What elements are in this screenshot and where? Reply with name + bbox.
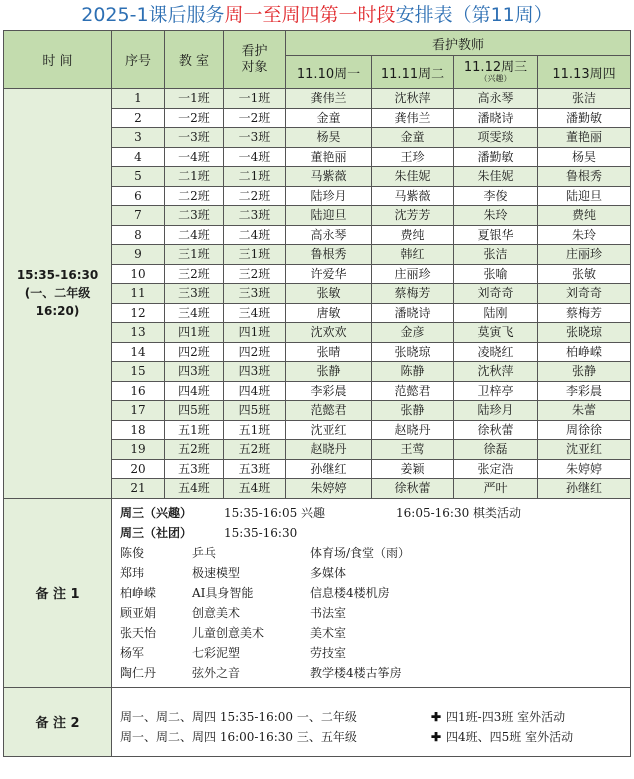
header-wed-note: （兴趣）: [479, 74, 512, 83]
club-line: [120, 543, 622, 563]
teacher-thu: 柏峥嵘: [538, 342, 631, 362]
notes2-line1: 周一、周二、周四 15:35-16:00 一、二年级 ✚ 四1班-四3班 室外活动: [120, 709, 566, 724]
row-target: 三4班: [224, 303, 286, 323]
row-target: 一3班: [224, 128, 286, 148]
teacher-thu: 张洁: [538, 89, 631, 109]
teacher-tue: 金彦: [372, 323, 454, 343]
row-number: 5: [112, 167, 165, 187]
row-number: 15: [112, 362, 165, 382]
club-line: [120, 643, 622, 663]
club-teacher: 柏峥嵘: [120, 585, 157, 600]
teacher-mon: 董艳丽: [286, 147, 372, 167]
teacher-wed: 李俊: [454, 186, 538, 206]
row-classroom: 一1班: [165, 89, 224, 109]
row-classroom: 二3班: [165, 206, 224, 226]
row-classroom: 二4班: [165, 225, 224, 245]
row-number: 3: [112, 128, 165, 148]
notes1-content: [112, 498, 631, 687]
teacher-mon: 唐敏: [286, 303, 372, 323]
teacher-thu: 张静: [538, 362, 631, 382]
teacher-thu: 费纯: [538, 206, 631, 226]
club-name: 乒乓: [192, 545, 217, 560]
row-number: 6: [112, 186, 165, 206]
row-classroom: 一4班: [165, 147, 224, 167]
time-line2: (一、二年级: [24, 286, 91, 301]
header-date-mon: 11.10周一: [286, 56, 372, 89]
row-target: 五3班: [224, 459, 286, 479]
row-target: 一1班: [224, 89, 286, 109]
header-number: 序号: [112, 31, 165, 89]
row-number: 19: [112, 440, 165, 460]
header-target: 看护对象: [224, 31, 286, 89]
teacher-thu: 蔡梅芳: [538, 303, 631, 323]
teacher-thu: 鲁根秀: [538, 167, 631, 187]
teacher-wed: 徐磊: [454, 440, 538, 460]
teacher-tue: 金童: [372, 128, 454, 148]
teacher-thu: 董艳丽: [538, 128, 631, 148]
teacher-thu: 朱蕾: [538, 401, 631, 421]
row-classroom: 三1班: [165, 245, 224, 265]
notes2-line2: 周一、周二、周四 16:00-16:30 三、五年级 ✚ 四4班、四5班 室外活动: [120, 729, 574, 744]
club-teacher: 陶仁丹: [120, 665, 157, 680]
header-date-wed: 11.12周三 （兴趣）: [454, 56, 538, 89]
teacher-mon: 朱婷婷: [286, 479, 372, 499]
header-date-tue: 11.11周二: [372, 56, 454, 89]
row-number: 14: [112, 342, 165, 362]
row-classroom: 五4班: [165, 479, 224, 499]
club-teacher: 张天怡: [120, 625, 157, 640]
row-classroom: 五3班: [165, 459, 224, 479]
row-classroom: 四5班: [165, 401, 224, 421]
title-highlight: 周一至周四第一时段: [224, 4, 396, 26]
time-line1: 15:35-16:30: [16, 268, 99, 283]
row-target: 四5班: [224, 401, 286, 421]
teacher-mon: 陆珍月: [286, 186, 372, 206]
teacher-wed: 高永琴: [454, 89, 538, 109]
teacher-mon: 沈亚红: [286, 420, 372, 440]
club-location: 体育场/食堂（雨）: [310, 545, 411, 560]
teacher-wed: 张喻: [454, 264, 538, 284]
time-line3: 16:20): [35, 304, 80, 319]
club-name: 儿童创意美术: [192, 625, 265, 640]
row-classroom: 五1班: [165, 420, 224, 440]
teacher-wed: 沈秋萍: [454, 362, 538, 382]
club-location: 信息楼4楼机房: [310, 585, 390, 600]
teacher-wed: 严叶: [454, 479, 538, 499]
teacher-thu: 潘勤敏: [538, 108, 631, 128]
club-line: [120, 663, 622, 683]
club-name: 创意美术: [192, 605, 241, 620]
row-target: 二1班: [224, 167, 286, 187]
teacher-mon: 鲁根秀: [286, 245, 372, 265]
row-target: 一4班: [224, 147, 286, 167]
teacher-tue: 徐秋蕾: [372, 479, 454, 499]
title-part3: 安排表（第11周）: [395, 4, 553, 26]
row-classroom: 三2班: [165, 264, 224, 284]
row-classroom: 四3班: [165, 362, 224, 382]
teacher-mon: 赵晓丹: [286, 440, 372, 460]
teacher-wed: 潘晓诗: [454, 108, 538, 128]
teacher-thu: 沈亚红: [538, 440, 631, 460]
row-classroom: 三4班: [165, 303, 224, 323]
club-line: [120, 563, 622, 583]
row-target: 四4班: [224, 381, 286, 401]
title-part1: 2025-1课后服务: [81, 4, 225, 26]
teacher-tue: 沈秋萍: [372, 89, 454, 109]
teacher-mon: 龚伟兰: [286, 89, 372, 109]
row-number: 7: [112, 206, 165, 226]
teacher-tue: 龚伟兰: [372, 108, 454, 128]
teacher-tue: 庄丽珍: [372, 264, 454, 284]
row-target: 三3班: [224, 284, 286, 304]
teacher-wed: 陆刚: [454, 303, 538, 323]
row-number: 18: [112, 420, 165, 440]
teacher-wed: 张洁: [454, 245, 538, 265]
row-number: 9: [112, 245, 165, 265]
teacher-thu: 朱婷婷: [538, 459, 631, 479]
teacher-wed: 潘勤敏: [454, 147, 538, 167]
club-teacher: 陈俊: [120, 545, 145, 560]
club-location: 美术室: [310, 625, 347, 640]
teacher-thu: 杨昊: [538, 147, 631, 167]
teacher-tue: 沈芳芳: [372, 206, 454, 226]
club-teacher: 顾亚娟: [120, 605, 157, 620]
teacher-wed: 夏银华: [454, 225, 538, 245]
row-classroom: 一3班: [165, 128, 224, 148]
teacher-thu: 朱玲: [538, 225, 631, 245]
row-target: 二4班: [224, 225, 286, 245]
row-target: 四3班: [224, 362, 286, 382]
teacher-thu: 张敏: [538, 264, 631, 284]
teacher-tue: 潘晓诗: [372, 303, 454, 323]
club-location: 多媒体: [310, 565, 347, 580]
row-target: 四2班: [224, 342, 286, 362]
club-name: 极速模型: [192, 565, 241, 580]
teacher-mon: 沈欢欢: [286, 323, 372, 343]
row-number: 11: [112, 284, 165, 304]
club-name: AI具身智能: [192, 585, 254, 600]
notes1-label: 备 注 1: [4, 498, 112, 687]
teacher-tue: 朱佳妮: [372, 167, 454, 187]
row-target: 三2班: [224, 264, 286, 284]
teacher-thu: 庄丽珍: [538, 245, 631, 265]
row-number: 8: [112, 225, 165, 245]
teacher-mon: 张静: [286, 362, 372, 382]
row-number: 12: [112, 303, 165, 323]
row-classroom: 四4班: [165, 381, 224, 401]
notes2-content: [112, 687, 631, 756]
row-target: 五1班: [224, 420, 286, 440]
row-classroom: 二1班: [165, 167, 224, 187]
row-target: 一2班: [224, 108, 286, 128]
teacher-wed: 凌晓红: [454, 342, 538, 362]
row-number: 4: [112, 147, 165, 167]
row-classroom: 四2班: [165, 342, 224, 362]
teacher-tue: 赵晓丹: [372, 420, 454, 440]
teacher-mon: 高永琴: [286, 225, 372, 245]
row-classroom: 四1班: [165, 323, 224, 343]
teacher-thu: 陆迎旦: [538, 186, 631, 206]
row-classroom: 三3班: [165, 284, 224, 304]
teacher-tue: 王珍: [372, 147, 454, 167]
row-target: 五2班: [224, 440, 286, 460]
teacher-wed: 莫寅飞: [454, 323, 538, 343]
teacher-mon: 范懿君: [286, 401, 372, 421]
row-classroom: 二2班: [165, 186, 224, 206]
notes2-label: 备 注 2: [4, 687, 112, 756]
teacher-tue: 姜颖: [372, 459, 454, 479]
time-cell: [4, 89, 112, 499]
teacher-mon: 马紫薇: [286, 167, 372, 187]
teacher-mon: 许爱华: [286, 264, 372, 284]
row-number: 21: [112, 479, 165, 499]
teacher-wed: 刘奇奇: [454, 284, 538, 304]
teacher-tue: 费纯: [372, 225, 454, 245]
header-time: 时 间: [4, 31, 112, 89]
row-number: 16: [112, 381, 165, 401]
row-number: 13: [112, 323, 165, 343]
club-location: 教学楼4楼古筝房: [310, 665, 402, 680]
teacher-wed: 项雯琰: [454, 128, 538, 148]
page-title: [0, 0, 634, 30]
teacher-tue: 张晓琼: [372, 342, 454, 362]
row-target: 二2班: [224, 186, 286, 206]
teacher-wed: 陆珍月: [454, 401, 538, 421]
teacher-wed: 卫梓亭: [454, 381, 538, 401]
teacher-tue: 范懿君: [372, 381, 454, 401]
row-number: 1: [112, 89, 165, 109]
teacher-mon: 金童: [286, 108, 372, 128]
club-line: [120, 623, 622, 643]
club-location: 书法室: [310, 605, 347, 620]
row-number: 20: [112, 459, 165, 479]
teacher-mon: 孙继红: [286, 459, 372, 479]
teacher-thu: 孙继红: [538, 479, 631, 499]
club-line: [120, 603, 622, 623]
teacher-mon: 张晴: [286, 342, 372, 362]
teacher-wed: 朱佳妮: [454, 167, 538, 187]
table-row: [4, 89, 631, 109]
teacher-tue: 蔡梅芳: [372, 284, 454, 304]
notes1-line2: 周三（社团） 15:35-16:30: [120, 525, 298, 540]
header-teachers: 看护教师: [286, 31, 631, 56]
row-classroom: 五2班: [165, 440, 224, 460]
teacher-tue: 张静: [372, 401, 454, 421]
teacher-wed: 朱玲: [454, 206, 538, 226]
teacher-wed: 张定浩: [454, 459, 538, 479]
teacher-thu: 张晓琼: [538, 323, 631, 343]
teacher-mon: 李彩晨: [286, 381, 372, 401]
teacher-wed: 徐秋蕾: [454, 420, 538, 440]
row-target: 三1班: [224, 245, 286, 265]
schedule-table: [3, 30, 631, 757]
club-location: 劳技室: [310, 645, 347, 660]
header-date-thu: 11.13周四: [538, 56, 631, 89]
row-number: 17: [112, 401, 165, 421]
row-target: 五4班: [224, 479, 286, 499]
row-target: 二3班: [224, 206, 286, 226]
teacher-mon: 陆迎旦: [286, 206, 372, 226]
teacher-thu: 刘奇奇: [538, 284, 631, 304]
teacher-thu: 周徐徐: [538, 420, 631, 440]
notes1-line1: 周三（兴趣） 15:35-16:05 兴趣 16:05-16:30 棋类活动: [120, 505, 522, 520]
club-name: 七彩泥塑: [192, 645, 241, 660]
club-name: 弦外之音: [192, 665, 241, 680]
row-number: 2: [112, 108, 165, 128]
club-teacher: 杨军: [120, 645, 145, 660]
teacher-tue: 马紫薇: [372, 186, 454, 206]
teacher-mon: 杨昊: [286, 128, 372, 148]
club-teacher: 郑玮: [120, 565, 145, 580]
teacher-thu: 李彩晨: [538, 381, 631, 401]
header-classroom: 教 室: [165, 31, 224, 89]
club-line: [120, 583, 622, 603]
row-number: 10: [112, 264, 165, 284]
teacher-tue: 王莺: [372, 440, 454, 460]
teacher-tue: 韩红: [372, 245, 454, 265]
row-target: 四1班: [224, 323, 286, 343]
row-classroom: 一2班: [165, 108, 224, 128]
teacher-mon: 张敏: [286, 284, 372, 304]
teacher-tue: 陈静: [372, 362, 454, 382]
